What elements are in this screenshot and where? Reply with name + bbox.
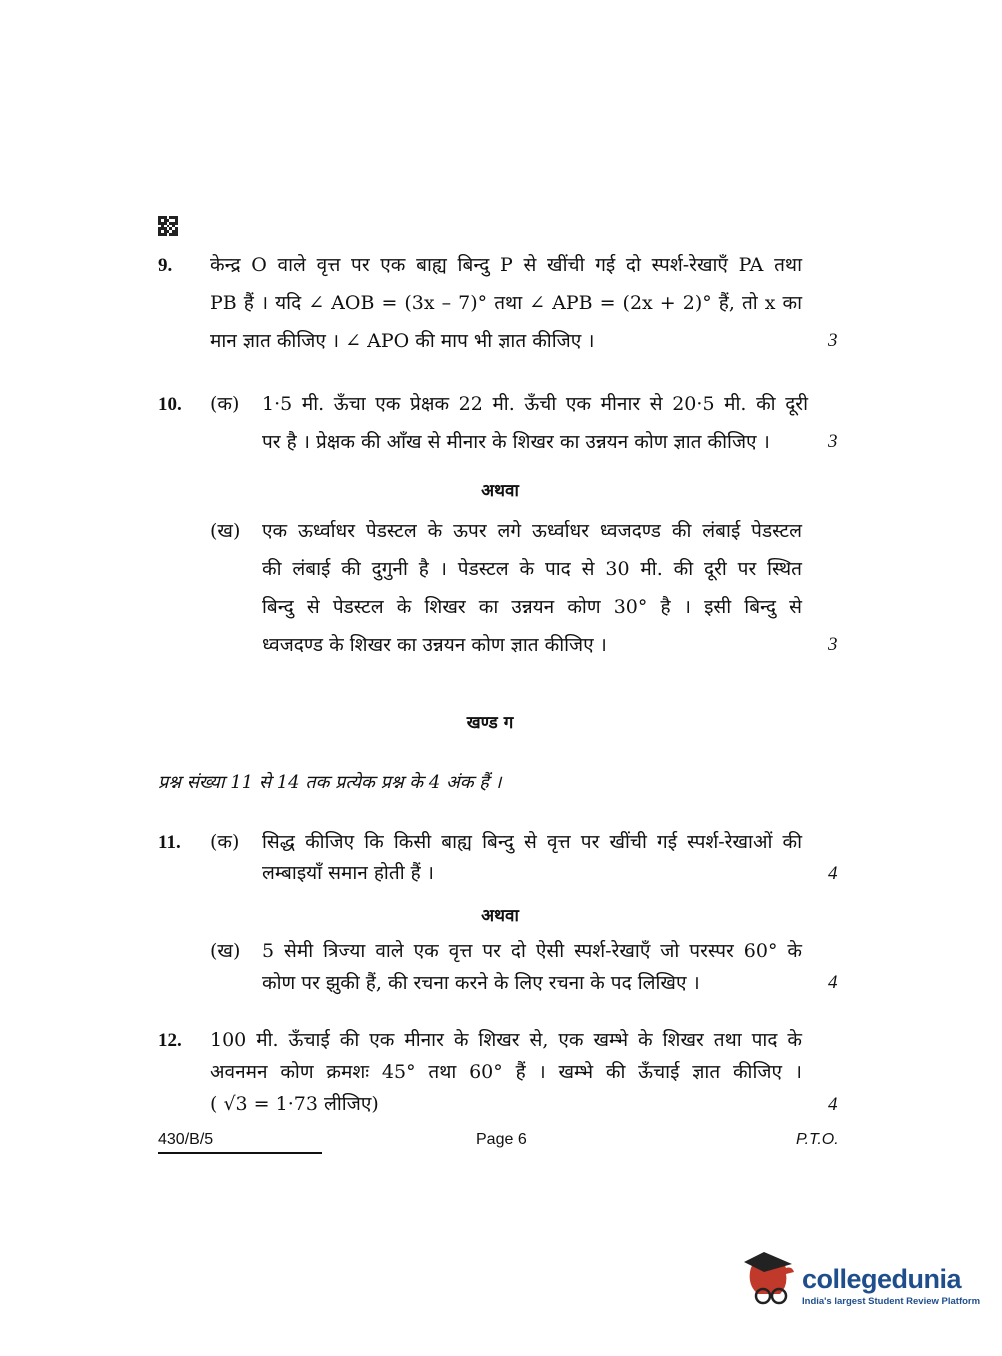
page-number: Page 6 <box>476 1131 527 1148</box>
question-text-line: बिन्दु से पेडस्टल के शिखर का उन्नयन कोण 30° है । इसी बिन्दु से <box>262 596 802 618</box>
question-text-line: अवनमन कोण क्रमशः 45° तथा 60° हैं । खम्भे की ऊँचाई ज्ञात कीजिए । <box>210 1061 802 1083</box>
question-text-line: लम्बाइयाँ समान होती हैं । <box>262 862 434 884</box>
footer-rule <box>158 1152 322 1154</box>
question-text-line: ध्वजदण्ड के शिखर का उन्नयन कोण ज्ञात कीजिए । <box>262 634 607 656</box>
marks: 4 <box>828 863 838 884</box>
question-text-line: कोण पर झुकी हैं, की रचना करने के लिए रचना के पद लिखिए । <box>262 972 700 994</box>
qr-code <box>158 216 178 236</box>
question-text-line: 1·5 मी. ऊँचा एक प्रेक्षक 22 मी. ऊँची एक मीनार से 20·5 मी. की दूरी <box>262 393 808 415</box>
question-text-line: की लंबाई की दुगुनी है । पेडस्टल के पाद से 30 मी. की दूरी पर स्थित <box>262 558 802 580</box>
question-text-line: सिद्ध कीजिए कि किसी बाह्य बिन्दु से वृत्त पर खींची गई स्पर्श-रेखाओं की <box>262 831 802 853</box>
question-text-line: PB हैं । यदि ∠ AOB = (3x – 7)° तथा ∠ APB = (2x + 2)° हैं, तो x का <box>210 292 802 314</box>
marks: 4 <box>828 1094 838 1115</box>
mascot-icon <box>742 1250 800 1316</box>
collegedunia-logo <box>742 1250 981 1320</box>
marks: 3 <box>828 431 838 452</box>
section-instruction: प्रश्न संख्या 11 से 14 तक प्रत्येक प्रश्न के 4 अंक हैं । <box>158 772 502 793</box>
marks: 4 <box>828 972 838 993</box>
marks: 3 <box>828 634 838 655</box>
question-number: 12. <box>158 1030 182 1051</box>
option-label: (ख) <box>210 940 241 962</box>
question-text-line: एक ऊर्ध्वाधर पेडस्टल के ऊपर लगे ऊर्ध्वाधर ध्वजदण्ड की लंबाई पेडस्टल <box>262 520 802 542</box>
question-text-line: मान ज्ञात कीजिए । ∠ APO की माप भी ज्ञात कीजिए । <box>210 330 595 352</box>
pto-label: P.T.O. <box>796 1131 839 1148</box>
logo-tagline: India's largest Student Review Platform <box>802 1296 981 1307</box>
or-separator: अथवा <box>481 906 519 926</box>
option-label: (क) <box>210 831 240 853</box>
question-text-line: 5 सेमी त्रिज्या वाले एक वृत्त पर दो ऐसी स्पर्श-रेखाएँ जो परस्पर 60° के <box>262 940 802 962</box>
option-label: (क) <box>210 393 240 415</box>
marks: 3 <box>828 330 838 351</box>
or-separator: अथवा <box>481 481 519 501</box>
question-text-line: 100 मी. ऊँचाई की एक मीनार के शिखर से, एक खम्भे के शिखर तथा पाद के <box>210 1029 802 1051</box>
question-text-line: केन्द्र O वाले वृत्त पर एक बाह्य बिन्दु P से खींची गई दो स्पर्श-रेखाएँ PA तथा <box>210 254 802 276</box>
question-number: 9. <box>158 255 173 276</box>
question-text-line: पर है । प्रेक्षक की आँख से मीनार के शिखर का उन्नयन कोण ज्ञात कीजिए । <box>262 431 770 453</box>
section-title: खण्ड ग <box>466 713 514 733</box>
option-label: (ख) <box>210 520 241 542</box>
question-number: 11. <box>158 832 181 853</box>
paper-code: 430/B/5 <box>158 1131 214 1148</box>
question-number: 10. <box>158 394 182 415</box>
logo-name: collegedunia <box>802 1264 962 1294</box>
question-text-line: ( √3 = 1·73 लीजिए) <box>210 1093 379 1115</box>
